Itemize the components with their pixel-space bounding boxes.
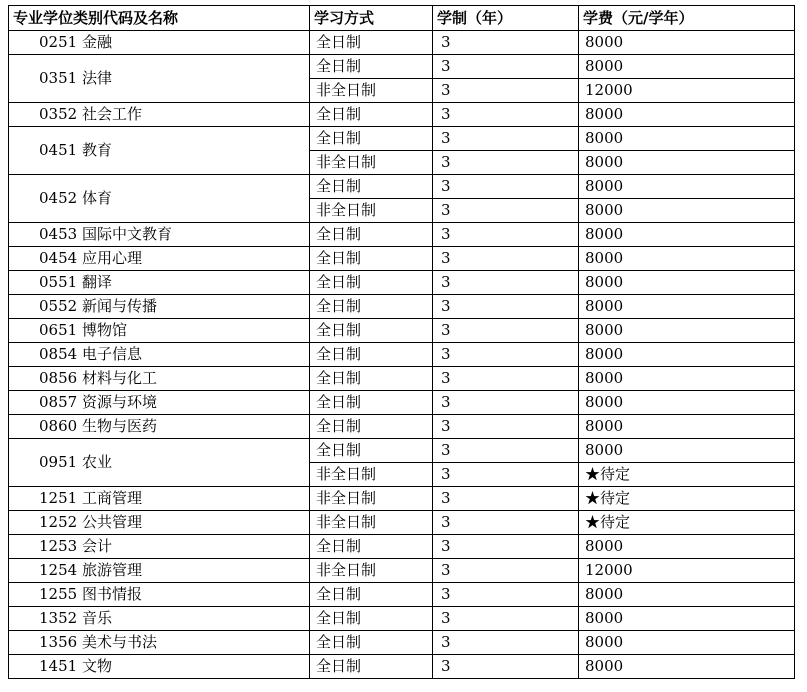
program-name: 0854 电子信息 — [9, 343, 310, 367]
program-name: 0452 体育 — [9, 175, 310, 223]
tuition-fee: ★待定 — [579, 511, 795, 535]
study-mode: 全日制 — [310, 655, 433, 679]
tuition-fee: 8000 — [579, 607, 795, 631]
table-row — [9, 631, 795, 655]
duration-years: 3 — [433, 199, 579, 223]
duration-years: 3 — [433, 223, 579, 247]
study-mode: 全日制 — [310, 223, 433, 247]
study-mode: 全日制 — [310, 367, 433, 391]
program-name: 1352 音乐 — [9, 607, 310, 631]
tuition-fee: 8000 — [579, 175, 795, 199]
study-mode: 非全日制 — [310, 463, 433, 487]
tuition-fee: 8000 — [579, 247, 795, 271]
program-name: 1255 图书情报 — [9, 583, 310, 607]
table-row — [9, 607, 795, 631]
tuition-fee: 8000 — [579, 631, 795, 655]
program-name: 1253 会计 — [9, 535, 310, 559]
header-row — [9, 6, 795, 31]
study-mode: 全日制 — [310, 439, 433, 463]
tuition-fee: 8000 — [579, 343, 795, 367]
program-name: 1252 公共管理 — [9, 511, 310, 535]
tuition-fee: 12000 — [579, 79, 795, 103]
table-row — [9, 367, 795, 391]
study-mode: 全日制 — [310, 415, 433, 439]
table-row — [9, 103, 795, 127]
table-row — [9, 559, 795, 583]
tuition-table — [8, 5, 795, 679]
duration-years: 3 — [433, 391, 579, 415]
duration-years: 3 — [433, 655, 579, 679]
tuition-fee: 8000 — [579, 31, 795, 55]
table-row — [9, 55, 795, 79]
tuition-fee: 8000 — [579, 319, 795, 343]
duration-years: 3 — [433, 367, 579, 391]
duration-years: 3 — [433, 559, 579, 583]
program-name: 1254 旅游管理 — [9, 559, 310, 583]
header-mode: 学习方式 — [310, 6, 433, 31]
duration-years: 3 — [433, 127, 579, 151]
study-mode: 全日制 — [310, 31, 433, 55]
duration-years: 3 — [433, 103, 579, 127]
program-name: 0551 翻译 — [9, 271, 310, 295]
study-mode: 全日制 — [310, 631, 433, 655]
study-mode: 非全日制 — [310, 487, 433, 511]
tuition-fee: 8000 — [579, 151, 795, 175]
study-mode: 全日制 — [310, 103, 433, 127]
table-row — [9, 31, 795, 55]
study-mode: 全日制 — [310, 319, 433, 343]
table-row — [9, 655, 795, 679]
study-mode: 全日制 — [310, 583, 433, 607]
tuition-fee: 12000 — [579, 559, 795, 583]
table-row — [9, 319, 795, 343]
tuition-fee: 8000 — [579, 103, 795, 127]
program-name: 0351 法律 — [9, 55, 310, 103]
study-mode: 全日制 — [310, 55, 433, 79]
study-mode: 全日制 — [310, 535, 433, 559]
duration-years: 3 — [433, 175, 579, 199]
program-name: 0251 金融 — [9, 31, 310, 55]
program-name: 0451 教育 — [9, 127, 310, 175]
study-mode: 全日制 — [310, 127, 433, 151]
study-mode: 非全日制 — [310, 199, 433, 223]
study-mode: 非全日制 — [310, 511, 433, 535]
duration-years: 3 — [433, 439, 579, 463]
tuition-fee: 8000 — [579, 271, 795, 295]
duration-years: 3 — [433, 487, 579, 511]
study-mode: 全日制 — [310, 391, 433, 415]
duration-years: 3 — [433, 463, 579, 487]
table-row — [9, 223, 795, 247]
study-mode: 非全日制 — [310, 151, 433, 175]
table-row — [9, 511, 795, 535]
duration-years: 3 — [433, 607, 579, 631]
table-row — [9, 175, 795, 199]
program-name: 1451 文物 — [9, 655, 310, 679]
table-row — [9, 343, 795, 367]
table-row — [9, 295, 795, 319]
header-program: 专业学位类别代码及名称 — [9, 6, 310, 31]
duration-years: 3 — [433, 343, 579, 367]
duration-years: 3 — [433, 415, 579, 439]
duration-years: 3 — [433, 271, 579, 295]
table-row — [9, 583, 795, 607]
study-mode: 全日制 — [310, 247, 433, 271]
duration-years: 3 — [433, 151, 579, 175]
header-years: 学制（年） — [433, 6, 579, 31]
tuition-fee: 8000 — [579, 583, 795, 607]
duration-years: 3 — [433, 511, 579, 535]
duration-years: 3 — [433, 295, 579, 319]
tuition-fee: 8000 — [579, 295, 795, 319]
table-row — [9, 439, 795, 463]
tuition-fee: 8000 — [579, 223, 795, 247]
program-name: 0951 农业 — [9, 439, 310, 487]
tuition-fee: 8000 — [579, 367, 795, 391]
study-mode: 全日制 — [310, 295, 433, 319]
tuition-fee: ★待定 — [579, 487, 795, 511]
study-mode: 全日制 — [310, 175, 433, 199]
table-row — [9, 391, 795, 415]
duration-years: 3 — [433, 79, 579, 103]
program-name: 0552 新闻与传播 — [9, 295, 310, 319]
duration-years: 3 — [433, 631, 579, 655]
program-name: 1356 美术与书法 — [9, 631, 310, 655]
header-fee: 学费（元/学年） — [579, 6, 795, 31]
study-mode: 全日制 — [310, 607, 433, 631]
tuition-fee: ★待定 — [579, 463, 795, 487]
tuition-fee: 8000 — [579, 55, 795, 79]
program-name: 1251 工商管理 — [9, 487, 310, 511]
program-name: 0651 博物馆 — [9, 319, 310, 343]
duration-years: 3 — [433, 31, 579, 55]
tuition-fee: 8000 — [579, 199, 795, 223]
table-row — [9, 487, 795, 511]
table-row — [9, 127, 795, 151]
table-row — [9, 247, 795, 271]
duration-years: 3 — [433, 319, 579, 343]
duration-years: 3 — [433, 583, 579, 607]
program-name: 0453 国际中文教育 — [9, 223, 310, 247]
tuition-fee: 8000 — [579, 415, 795, 439]
program-name: 0454 应用心理 — [9, 247, 310, 271]
table-row — [9, 415, 795, 439]
duration-years: 3 — [433, 247, 579, 271]
tuition-fee: 8000 — [579, 439, 795, 463]
study-mode: 全日制 — [310, 343, 433, 367]
duration-years: 3 — [433, 535, 579, 559]
study-mode: 全日制 — [310, 271, 433, 295]
program-name: 0857 资源与环境 — [9, 391, 310, 415]
duration-years: 3 — [433, 55, 579, 79]
program-name: 0352 社会工作 — [9, 103, 310, 127]
tuition-fee: 8000 — [579, 127, 795, 151]
study-mode: 非全日制 — [310, 559, 433, 583]
table-row — [9, 535, 795, 559]
study-mode: 非全日制 — [310, 79, 433, 103]
tuition-fee: 8000 — [579, 655, 795, 679]
table-row — [9, 271, 795, 295]
table-body — [9, 31, 795, 679]
tuition-fee: 8000 — [579, 535, 795, 559]
program-name: 0856 材料与化工 — [9, 367, 310, 391]
program-name: 0860 生物与医药 — [9, 415, 310, 439]
tuition-fee: 8000 — [579, 391, 795, 415]
